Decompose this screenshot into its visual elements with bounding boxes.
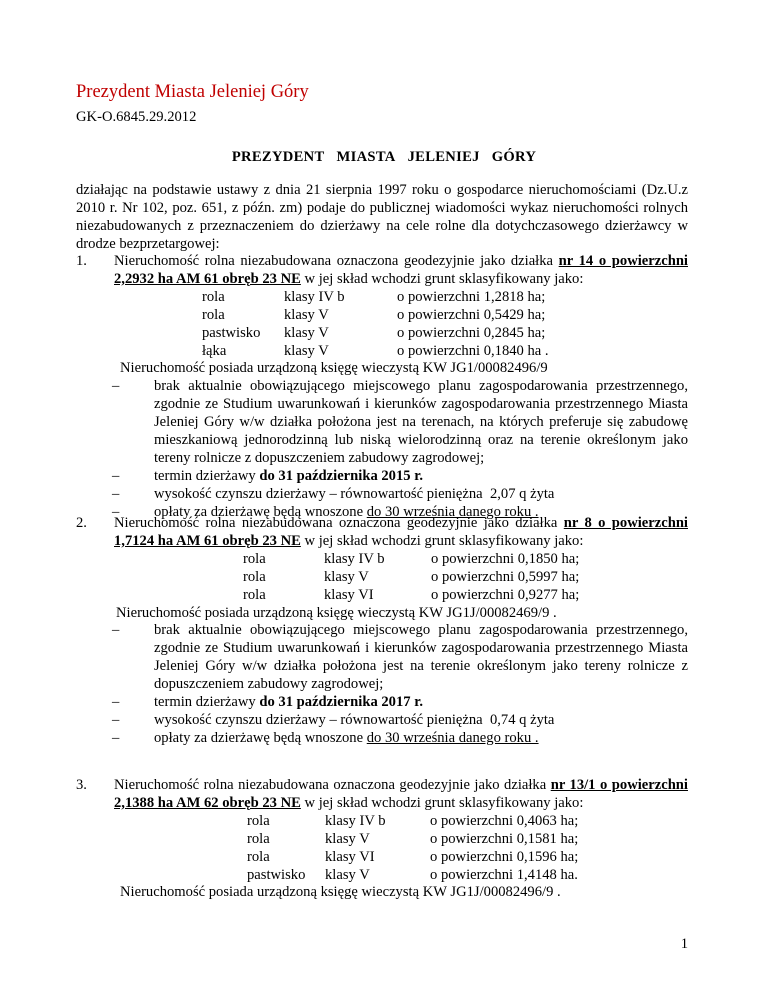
term-label: termin dzierżawy (154, 694, 256, 711)
land-use: łąka (202, 342, 227, 359)
land-class: klasy V (284, 306, 329, 323)
conditions-list (76, 622, 688, 747)
item-lead: Nieruchomość rolna niezabudowana oznaczona geodezyjnie jako działka (114, 253, 554, 269)
land-use: pastwisko (247, 866, 306, 883)
land-area: o powierzchni 0,1850 ha; (431, 550, 580, 567)
land-use: pastwisko (202, 324, 261, 341)
rent-value: 0,74 q żyta (489, 711, 555, 728)
land-area: o powierzchni 0,9277 ha; (431, 586, 580, 603)
item-body (114, 515, 688, 551)
condition-term: – termin dzierżawy do 31 października 2017 r. (112, 694, 424, 711)
parcel-item-2 (76, 515, 688, 748)
land-area: o powierzchni 0,2845 ha; (397, 324, 546, 341)
land-table (243, 551, 579, 605)
rent-label: wysokość czynszu dzierżawy – równowartość pieniężna (154, 711, 483, 728)
title-word: JELENIEJ (407, 149, 480, 165)
parcel-description: nr 13/1 o powierzchni 2,1388 ha AM 62 obręb 23 NE (114, 777, 688, 811)
item-after: w jej skład wchodzi grunt sklasyfikowany jako: (304, 532, 584, 549)
condition-term: – termin dzierżawy do 31 października 2015 r. (112, 467, 424, 484)
term-date: do 31 października 2017 r. (259, 694, 424, 711)
land-class: klasy IV b (324, 550, 385, 567)
item-after: w jej skład wchodzi grunt sklasyfikowany jako: (304, 794, 584, 811)
land-area: o powierzchni 0,1840 ha . (397, 342, 549, 359)
land-row (202, 307, 549, 325)
parcel-item-1 (76, 253, 688, 522)
payment-deadline: do 30 września danego roku . (366, 503, 539, 520)
item-number: 3. (76, 777, 87, 793)
land-area: o powierzchni 0,1596 ha; (430, 848, 579, 865)
rent-value: 2,07 q żyta (489, 485, 555, 502)
item-body (114, 777, 688, 813)
land-table (247, 813, 578, 885)
document-title (0, 149, 768, 167)
payment-label: opłaty za dzierżawę będą wnoszone (154, 503, 364, 520)
condition-plan: – brak aktualnie obowiązującego miejscowego planu zagospodarowania przestrzennego, zgodnie ze Studium uwarunkowań i kierunków zagospodarowania przestrzennego Miasta Jeleniej Góry w/w działka położona jest na terenie określonym jako tereny rolnicze z dopuszczeniem zabudowy zagrodowej; (112, 622, 688, 693)
land-class: klasy V (325, 830, 370, 847)
land-class: klasy IV b (284, 288, 345, 305)
land-register: Nieruchomość posiada urządzoną księgę wieczystą KW JG1J/00082469/9 . (116, 604, 557, 621)
land-use: rola (247, 830, 270, 847)
land-use: rola (202, 306, 225, 323)
title-word: GÓRY (491, 149, 537, 165)
land-class: klasy V (325, 866, 370, 883)
item-number: 1. (76, 253, 87, 269)
land-row (243, 569, 579, 587)
item-number: 2. (76, 515, 87, 531)
land-row (202, 289, 549, 307)
land-area: o powierzchni 0,5429 ha; (397, 306, 546, 323)
term-label: termin dzierżawy (154, 467, 256, 484)
parcel-item-3 (76, 777, 688, 902)
land-area: o powierzchni 0,1581 ha; (430, 830, 579, 847)
intro-paragraph: działając na podstawie ustawy z dnia 21 sierpnia 1997 roku o gospodarce nieruchomościami (Dz.U.z 2010 r. Nr 102, poz. 651, z późn. zm) podaje do publicznej wiadomości wykaz nieruchomości rolnych niezabudowanych z przeznaczeniem do dzierżawy na cele rolne dla dotychczasowego dzierżawcy w drodze bezprzetargowej: (76, 182, 688, 252)
item-lead: Nieruchomość rolna niezabudowana oznaczona geodezyjnie jako działka (114, 777, 547, 793)
land-class: klasy V (284, 324, 329, 341)
title-word: MIASTA (336, 149, 396, 165)
land-class: klasy VI (324, 586, 374, 603)
land-use: rola (243, 568, 266, 585)
land-use: rola (247, 848, 270, 865)
land-area: o powierzchni 1,4148 ha. (430, 866, 578, 883)
item-after: w jej skład wchodzi grunt sklasyfikowany jako: (304, 270, 584, 287)
plan-text: brak aktualnie obowiązującego miejscowego planu zagospodarowania przestrzennego, zgodnie ze Studium uwarunkowań i kierunków zagospodarowania przestrzennego Miasta Jeleniej Góry w/w działka położona jest na terenie określonym jako tereny rolnicze z dopuszczeniem zabudowy zagrodowej; (154, 622, 688, 693)
condition-plan: – brak aktualnie obowiązującego miejscowego planu zagospodarowania przestrzennego, zgodnie ze Studium uwarunkowań i kierunków zagospodarowania przestrzennego Miasta Jeleniej Góry w/w działka położona jest na terenach, na których preferuje się zabudowę mieszkaniową jednorodzinną lub niską wielorodzinną oraz na terenie określonym jako tereny rolnicze z dopuszczeniem zabudowy zagrodowej; (112, 378, 688, 466)
item-body (114, 253, 688, 289)
term-date: do 31 października 2015 r. (259, 467, 424, 484)
parcel-description: nr 8 o powierzchni 1,7124 ha AM 61 obręb 23 NE (114, 515, 688, 549)
land-row (202, 343, 549, 361)
condition-payment: – opłaty za dzierżawę będą wnoszone do 30 września danego roku . (112, 503, 539, 520)
land-use: rola (243, 550, 266, 567)
land-area: o powierzchni 1,2818 ha; (397, 288, 546, 305)
land-class: klasy IV b (325, 812, 386, 829)
page-number: 1 (680, 936, 688, 952)
item-lead: Nieruchomość rolna niezabudowana oznaczona geodezyjnie jako działka (114, 515, 558, 531)
title-word: PREZYDENT (231, 149, 325, 165)
plan-text: brak aktualnie obowiązującego miejscowego planu zagospodarowania przestrzennego, zgodnie ze Studium uwarunkowań i kierunków zagospodarowania przestrzennego Miasta Jeleniej Góry w/w działka położona jest na terenach, na których preferuje się zabudowę mieszkaniową jednorodzinną lub niską wielorodzinną oraz na terenie określonym jako tereny rolnicze z dopuszczeniem zabudowy zagrodowej; (154, 378, 688, 466)
land-class: klasy V (284, 342, 329, 359)
land-class: klasy V (324, 568, 369, 585)
land-row (247, 831, 578, 849)
case-number: GK-O.6845.29.2012 (76, 109, 197, 125)
payment-label: opłaty za dzierżawę będą wnoszone (154, 729, 364, 746)
land-row (243, 551, 579, 569)
condition-rent: – wysokość czynszu dzierżawy – równowartość pieniężna 2,07 q żyta (112, 485, 555, 502)
condition-payment: – opłaty za dzierżawę będą wnoszone do 30 września danego roku . (112, 729, 539, 746)
land-register: Nieruchomość posiada urządzoną księgę wieczystą KW JG1J/00082496/9 . (120, 884, 561, 901)
land-row (247, 867, 578, 885)
land-row (202, 325, 549, 343)
land-area: o powierzchni 0,4063 ha; (430, 812, 579, 829)
land-use: rola (247, 812, 270, 829)
land-class: klasy VI (325, 848, 375, 865)
condition-rent: – wysokość czynszu dzierżawy – równowartość pieniężna 0,74 q żyta (112, 711, 555, 728)
office-name: Prezydent Miasta Jeleniej Góry (76, 82, 309, 102)
parcel-description: nr 14 o powierzchni 2,2932 ha AM 61 obręb 23 NE (114, 253, 688, 287)
land-table (202, 289, 549, 361)
land-register: Nieruchomość posiada urządzoną księgę wieczystą KW JG1/00082496/9 (120, 360, 548, 377)
payment-deadline: do 30 września danego roku . (366, 729, 539, 746)
land-row (243, 587, 579, 605)
land-row (247, 813, 578, 831)
land-area: o powierzchni 0,5997 ha; (431, 568, 580, 585)
land-use: rola (243, 586, 266, 603)
conditions-list (76, 378, 688, 521)
land-use: rola (202, 288, 225, 305)
land-row (247, 849, 578, 867)
rent-label: wysokość czynszu dzierżawy – równowartość pieniężna (154, 485, 483, 502)
